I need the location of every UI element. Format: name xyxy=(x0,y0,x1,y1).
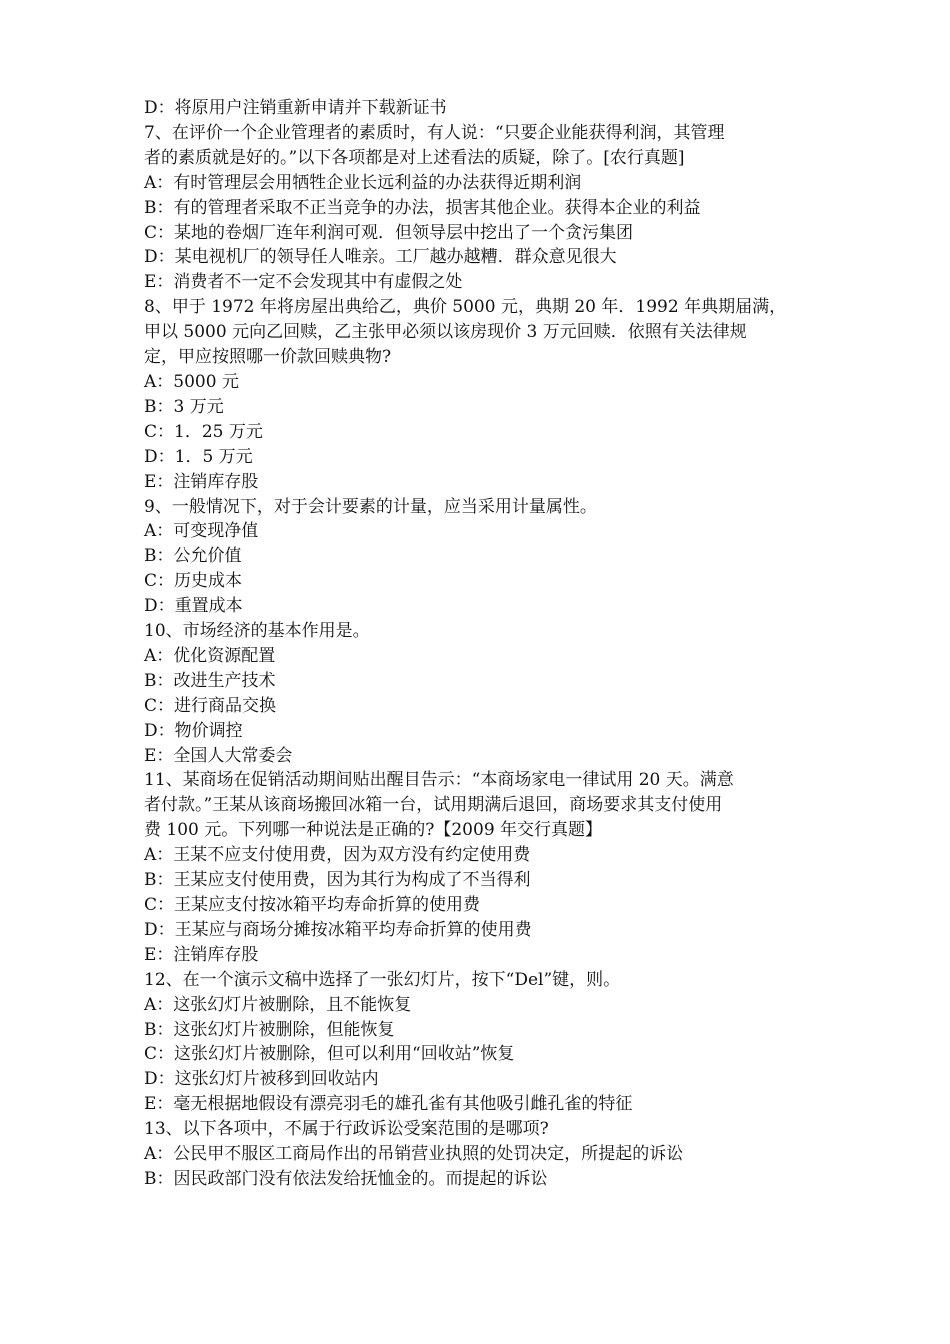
question-11-text: 费 100 元。下列哪一种说法是正确的?【2009 年交行真题】 xyxy=(144,820,603,841)
answer-option: B：改进生产技术 xyxy=(144,670,276,691)
question-11-text: 11、某商场在促销活动期间贴出醒目告示：“本商场家电一律试用 20 天。满意 xyxy=(144,770,734,791)
answer-option: D：1．5 万元 xyxy=(144,446,253,467)
question-9-text: 9、一般情况下，对于会计要素的计量，应当采用计量属性。 xyxy=(144,496,597,517)
answer-option: C：这张幻灯片被删除，但可以利用“回收站”恢复 xyxy=(144,1044,515,1065)
answer-option: E：注销库存股 xyxy=(144,944,259,965)
answer-option: D：物价调控 xyxy=(144,720,243,741)
question-8-text: 定，甲应按照哪一价款回赎典物? xyxy=(144,347,392,368)
answer-option: E：全国人大常委会 xyxy=(144,745,293,766)
question-7-text: 者的素质就是好的。”以下各项都是对上述看法的质疑，除了。[农行真题] xyxy=(144,147,685,168)
question-11-text: 者付款。”王某从该商场搬回冰箱一台，试用期满后退回，商场要求其支付使用 xyxy=(144,795,723,816)
answer-option: C：某地的卷烟厂连年利润可观．但领导层中挖出了一个贪污集团 xyxy=(144,222,634,243)
answer-option: B：有的管理者采取不正当竞争的办法，损害其他企业。获得本企业的利益 xyxy=(144,197,701,218)
answer-option: A：公民甲不服区工商局作出的吊销营业执照的处罚决定，所提起的诉讼 xyxy=(144,1144,684,1165)
answer-option: A：王某不应支付使用费，因为双方没有约定使用费 xyxy=(144,845,531,866)
answer-option: A：有时管理层会用牺牲企业长远利益的办法获得近期利润 xyxy=(144,172,582,193)
answer-option: D：将原用户注销重新申请并下载新证书 xyxy=(144,98,447,118)
answer-option: B：因民政部门没有依法发给抚恤金的。而提起的诉讼 xyxy=(144,1168,548,1189)
answer-option: B：这张幻灯片被删除，但能恢复 xyxy=(144,1019,395,1040)
answer-option: B：3 万元 xyxy=(144,396,224,417)
answer-option: C：进行商品交换 xyxy=(144,695,277,716)
answer-option: D：这张幻灯片被移到回收站内 xyxy=(144,1069,379,1090)
answer-option: C：王某应支付按冰箱平均寿命折算的使用费 xyxy=(144,895,481,915)
answer-option: C：1．25 万元 xyxy=(144,421,263,442)
answer-option: D：某电视机厂的领导任人唯亲。工厂越办越糟．群众意见很大 xyxy=(144,247,617,268)
question-13-text: 13、以下各项中，不属于行政诉讼受案范围的是哪项? xyxy=(144,1119,549,1140)
answer-option: E：消费者不一定不会发现其中有虚假之处 xyxy=(144,272,463,293)
answer-option: B：公允价值 xyxy=(144,546,242,567)
answer-option: E：毫无根据地假设有漂亮羽毛的雄孔雀有其他吸引雌孔雀的特征 xyxy=(144,1094,633,1115)
answer-option: B：王某应支付使用费，因为其行为构成了不当得利 xyxy=(144,870,531,891)
question-8-text: 甲以 5000 元向乙回赎，乙主张甲必须以该房现价 3 万元回赎．依照有关法律规 xyxy=(144,322,747,343)
answer-option: C：历史成本 xyxy=(144,571,243,592)
answer-option: A：可变现净值 xyxy=(144,521,259,542)
answer-option: A：5000 元 xyxy=(144,371,239,392)
document-page xyxy=(144,96,816,1192)
question-8-text: 8、甲于 1972 年将房屋出典给乙，典价 5000 元，典期 20 年．1992 年典期届满， xyxy=(144,297,787,318)
answer-option: D：重置成本 xyxy=(144,596,243,617)
answer-option: A：优化资源配置 xyxy=(144,645,276,666)
answer-option: E：注销库存股 xyxy=(144,471,259,492)
answer-option: A：这张幻灯片被删除，且不能恢复 xyxy=(144,994,412,1015)
answer-option: D：王某应与商场分摊按冰箱平均寿命折算的使用费 xyxy=(144,919,532,940)
question-7-text: 7、在评价一个企业管理者的素质时，有人说：“只要企业能获得利润，其管理 xyxy=(144,122,725,143)
question-10-text: 10、市场经济的基本作用是。 xyxy=(144,621,370,642)
question-12-text: 12、在一个演示文稿中选择了一张幻灯片，按下“Del”键，则。 xyxy=(144,969,621,990)
